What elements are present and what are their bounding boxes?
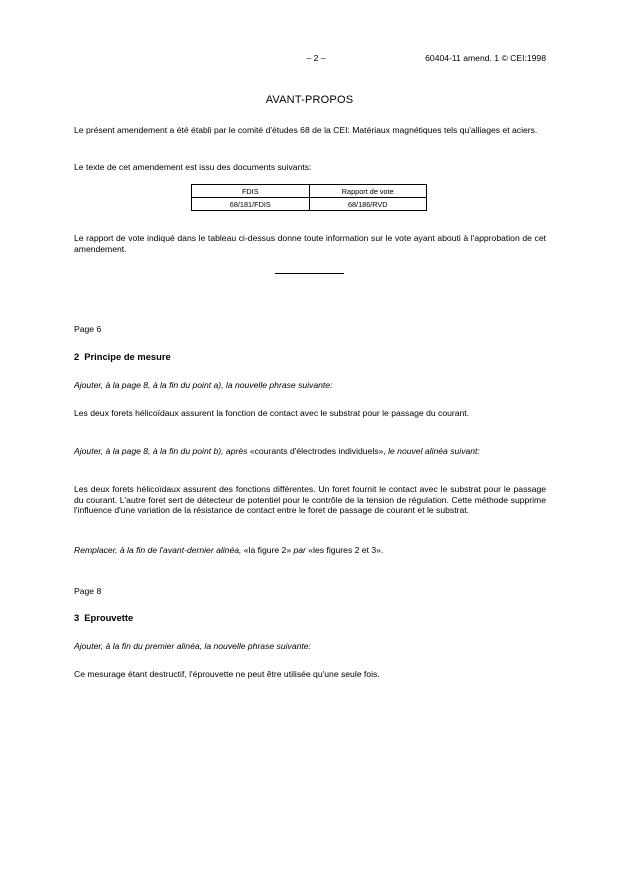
table-header-cell: Rapport de vote <box>309 185 427 198</box>
added-text-2: Les deux forets hélicoïdaux assurent des fonctions différentes. Un foret fournit le contact avec le substrat pour le passage du courant. L'autre foret sert de détecteur de potentiel pour le contrôle de la tension de régulation. Cette méthode supprime l'influence d'une variation de la résistance de contact entre le foret de passage de courant et le substrat. <box>74 484 546 516</box>
table-header-row <box>192 185 427 198</box>
instruction-4: Ajouter, à la fin du premier alinéa, la nouvelle phrase suivante: <box>74 641 311 651</box>
section-title: Principe de mesure <box>84 351 171 362</box>
page-number: – 2 – <box>306 53 326 63</box>
section-title: Eprouvette <box>84 612 134 623</box>
instruction-1: Ajouter, à la page 8, à la fin du point a), la nouvelle phrase suivante: <box>74 380 333 390</box>
instruction-2-quote: «courants d'électrodes individuels», <box>247 446 389 456</box>
table-header-cell: FDIS <box>192 185 310 198</box>
instruction-2-part-a: Ajouter, à la page 8, à la fin du point b), après <box>74 446 248 456</box>
instruction-3-quote-1: «la figure 2» <box>241 545 294 555</box>
page-reference-6: Page 6 <box>74 324 102 334</box>
instruction-3-part-a: Remplacer, à la fin de l'avant-dernier alinéa, <box>74 545 242 555</box>
table-row <box>192 198 427 211</box>
document-reference: 60404-11 amend. 1 © CEI:1998 <box>425 53 546 63</box>
documents-table <box>191 184 427 211</box>
section-heading-3 <box>74 613 133 624</box>
separator-rule <box>275 273 344 274</box>
table-cell: 68/181/FDIS <box>192 198 310 211</box>
instruction-2-part-b: le nouvel alinéa suivant: <box>388 446 480 456</box>
instruction-3-quote-2: «les figures 2 et 3». <box>305 545 384 555</box>
instruction-3 <box>74 545 546 556</box>
section-number: 2 <box>74 351 80 362</box>
foreword-paragraph-1: Le présent amendement a été établi par le comité d'études 68 de la CEI: Matériaux magnétiques tels qu'alliages et aciers. <box>74 125 538 135</box>
instruction-3-par: par <box>293 545 306 555</box>
page-reference-8: Page 8 <box>74 586 102 596</box>
section-number: 3 <box>74 612 80 623</box>
foreword-title: AVANT-PROPOS <box>265 94 354 106</box>
section-heading-2 <box>74 352 171 363</box>
added-text-1: Les deux forets hélicoïdaux assurent la fonction de contact avec le substrat pour le passage du courant. <box>74 408 470 418</box>
foreword-paragraph-2: Le texte de cet amendement est issu des documents suivants: <box>74 162 312 172</box>
table-cell: 68/186/RVD <box>309 198 427 211</box>
added-text-3: Ce mesurage étant destructif, l'éprouvette ne peut être utilisée qu'une seule fois. <box>74 669 380 679</box>
foreword-paragraph-3: Le rapport de vote indiqué dans le tableau ci-dessus donne toute information sur le vote ayant abouti à l'approbation de cet amendement. <box>74 233 546 254</box>
instruction-2 <box>74 446 546 457</box>
